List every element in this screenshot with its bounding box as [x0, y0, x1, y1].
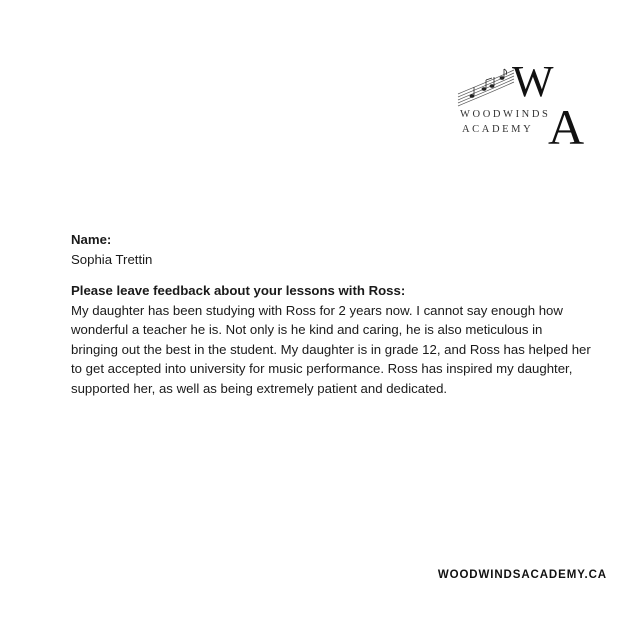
name-label: Name:	[71, 232, 112, 247]
logo-text-academy: ACADEMY	[462, 124, 534, 135]
logo-graphic	[452, 56, 597, 152]
woodwinds-academy-logo	[452, 56, 597, 152]
logo-monogram-w: W	[512, 57, 554, 106]
website-url: WOODWINDSACADEMY.CA	[437, 569, 607, 581]
name-value: Sophia Trettin	[71, 251, 153, 267]
logo-monogram-a: A	[548, 99, 585, 152]
feedback-label: Please leave feedback about your lessons with Ross:	[71, 283, 406, 298]
logo-text-woodwinds: WOODWINDS	[460, 109, 551, 120]
spacer	[71, 269, 591, 281]
feedback-form	[71, 230, 591, 398]
feedback-text: My daughter has been studying with Ross for 2 years now. I cannot say enough how wonderful a teacher he is. Not only is he kind and caring, he is also meticulous in bringing out the best in the student. My daughter is in grade 12, and Ross has helped her to get accepted into university for music performance. Ross has inspired my daughter, supported her, as well as being extremely patient and dedicated.	[71, 302, 591, 396]
